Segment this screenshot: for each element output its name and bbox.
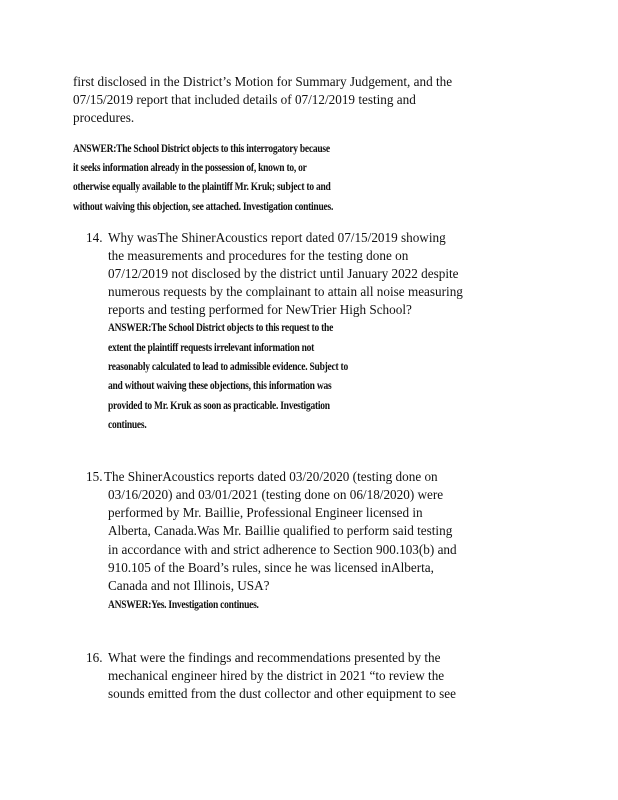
q16-line-3: sounds emitted from the dust collector and other equipment to see: [108, 686, 456, 701]
q14-answer-line-6: continues.: [108, 418, 147, 431]
q15-line-3: performed by Mr. Baillie, Professional Engineer licensed in: [108, 505, 423, 520]
intro-line-2: 07/15/2019 report that included details of 07/12/2019 testing and: [73, 92, 416, 107]
q14-line-2: the measurements and procedures for the testing done on: [108, 248, 409, 263]
q14-line-1: Why wasThe ShinerAcoustics report dated 07/15/2019 showing: [108, 230, 446, 245]
q14-answer-line-5: provided to Mr. Kruk as soon as practicable. Investigation: [108, 399, 330, 412]
intro-answer-line-4: without waiving this objection, see attached. Investigation continues.: [73, 200, 334, 213]
q14-line-4: numerous requests by the complainant to attain all noise measuring: [108, 284, 463, 299]
q15-line-5: in accordance with and strict adherence to Section 900.103(b) and: [108, 542, 457, 557]
q16-line-2: mechanical engineer hired by the district in 2021 “to review the: [108, 668, 445, 683]
q15-line-6: 910.105 of the Board’s rules, since he was licensed inAlberta,: [108, 560, 434, 575]
q15-answer-line-1: ANSWER:Yes. Investigation continues.: [108, 598, 259, 611]
q14-answer-line-2: extent the plaintiff requests irrelevant information not: [108, 341, 315, 354]
q14-answer-line-3: reasonably calculated to lead to admissible evidence. Subject to: [108, 360, 348, 373]
q15-line-2: 03/16/2020) and 03/01/2021 (testing done on 06/18/2020) were: [108, 487, 444, 502]
q14-line-3: 07/12/2019 not disclosed by the district until January 2022 despite: [108, 266, 459, 281]
q14-line-5: reports and testing performed for NewTrier High School?: [108, 302, 412, 317]
intro-line-1: first disclosed in the District’s Motion for Summary Judgement, and the: [73, 74, 453, 89]
intro-line-3: procedures.: [73, 110, 135, 125]
intro-answer-line-2: it seeks information already in the possession of, known to, or: [73, 161, 307, 174]
intro-answer-line-3: otherwise equally available to the plaintiff Mr. Kruk; subject to and: [73, 180, 331, 193]
q14-answer-line-1: ANSWER:The School District objects to this request to the: [108, 321, 334, 334]
q16-line-1: What were the findings and recommendations presented by the: [108, 650, 441, 665]
q15-number: 15.: [86, 469, 103, 484]
q15-line-4: Alberta, Canada.Was Mr. Baillie qualified to perform said testing: [108, 523, 453, 538]
q14-number: 14.: [86, 230, 103, 245]
q16-number: 16.: [86, 650, 103, 665]
q15-line-7: Canada and not Illinois, USA?: [108, 578, 270, 593]
q14-answer-line-4: and without waiving these objections, this information was: [108, 379, 332, 392]
intro-answer-line-1: ANSWER:The School District objects to this interrogatory because: [73, 142, 330, 155]
q15-line-1: The ShinerAcoustics reports dated 03/20/2020 (testing done on: [104, 469, 438, 484]
